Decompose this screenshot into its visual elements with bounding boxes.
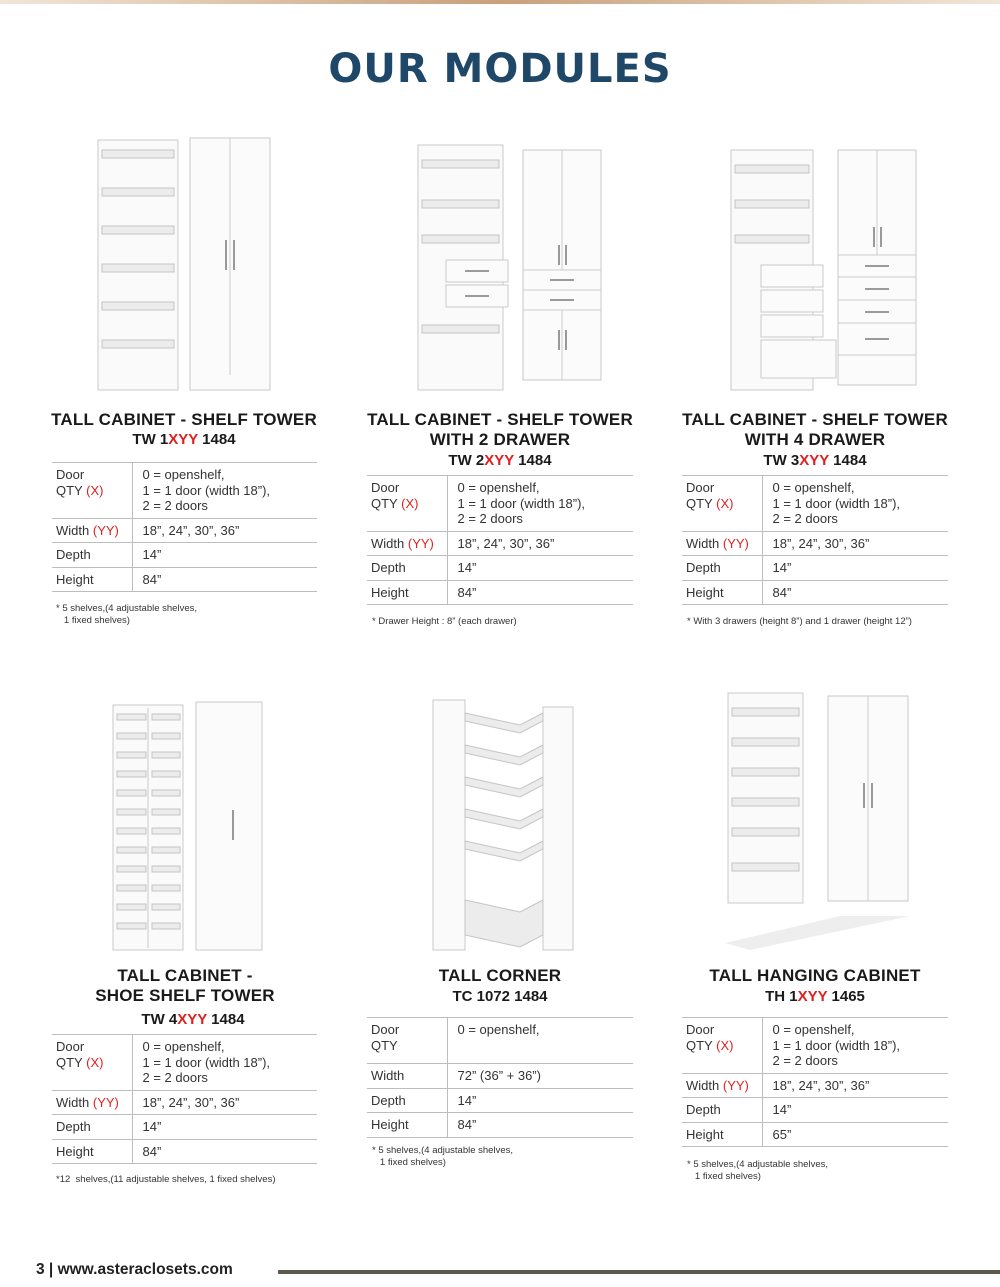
footer-page-url: 3 | www.asteraclosets.com xyxy=(36,1261,233,1278)
shoe-shelf xyxy=(152,809,180,815)
module-title: TALL HANGING CABINET xyxy=(709,966,921,985)
spec-row-height: Height 84” xyxy=(367,580,633,605)
spec-row-width: Width (YY) 18”, 24”, 30”, 36” xyxy=(682,1073,948,1098)
spec-row-depth: Depth 14” xyxy=(367,1088,633,1113)
spec-table xyxy=(52,1034,317,1164)
spec-row-door-qty: Door QTY 0 = openshelf, xyxy=(367,1018,633,1064)
product-image-corner-tower xyxy=(425,695,580,955)
module-title: TALL CABINET - SHELF TOWER xyxy=(51,410,317,429)
shoe-shelf xyxy=(117,847,146,853)
shoe-shelf xyxy=(117,904,146,910)
product-image-hanging-cabinet xyxy=(720,688,930,953)
footer-divider xyxy=(278,1270,1000,1274)
spec-table xyxy=(367,475,633,605)
module-title: TALL CORNER xyxy=(438,966,562,985)
spec-row-depth: Depth 14” xyxy=(682,1098,948,1123)
shoe-shelf xyxy=(117,790,146,796)
shoe-shelf xyxy=(117,714,146,720)
top-accent-bar xyxy=(0,0,1000,4)
spec-row-height: Height 84” xyxy=(52,567,317,592)
shoe-shelf xyxy=(117,771,146,777)
shoe-shelf xyxy=(152,771,180,777)
spec-row-height: Height 84” xyxy=(52,1139,317,1164)
shoe-shelf xyxy=(117,828,146,834)
spec-row-depth: Depth 14” xyxy=(52,1115,317,1140)
shoe-shelf xyxy=(152,790,180,796)
product-image-shoe-shelf-tower xyxy=(108,700,273,955)
module-title: TALL CABINET - SHOE SHELF TOWER xyxy=(95,966,275,1005)
module-code: TW 4XYY 1484 xyxy=(141,1011,245,1028)
spec-row-height: Height 84” xyxy=(367,1113,633,1138)
spec-row-width: Width (YY) 18”, 24”, 30”, 36” xyxy=(682,531,948,556)
module-code: TW 3XYY 1484 xyxy=(763,452,867,469)
product-image-4-drawer-tower xyxy=(725,145,925,395)
spec-row-depth: Depth 14” xyxy=(367,556,633,581)
spec-row-door-qty: Door QTY (X) 0 = openshelf, 1 = 1 door (width 18”), 2 = 2 doors xyxy=(52,1035,317,1091)
spec-row-door-qty: Door QTY (X) 0 = openshelf, 1 = 1 door (width 18”), 2 = 2 doors xyxy=(367,476,633,532)
spec-row-width: Width (YY) 18”, 24”, 30”, 36” xyxy=(52,518,317,543)
shoe-shelf xyxy=(152,866,180,872)
spec-note: * 5 shelves,(4 adjustable shelves, 1 fixed shelves) xyxy=(372,1145,513,1168)
module-code: TW 2XYY 1484 xyxy=(448,452,552,469)
spec-note: *12 shelves,(11 adjustable shelves, 1 fixed shelves) xyxy=(56,1174,276,1185)
spec-row-width: Width (YY) 18”, 24”, 30”, 36” xyxy=(367,531,633,556)
spec-row-door-qty: Door QTY (X) 0 = openshelf, 1 = 1 door (width 18”), 2 = 2 doors xyxy=(682,1018,948,1074)
module-code: TW 1XYY 1484 xyxy=(132,431,236,448)
shoe-shelf xyxy=(117,885,146,891)
shoe-shelf xyxy=(117,923,146,929)
spec-table xyxy=(367,1017,633,1138)
product-image-shelf-tower xyxy=(90,130,280,395)
module-title: TALL CABINET - SHELF TOWER WITH 2 DRAWER xyxy=(367,410,633,449)
shoe-shelf xyxy=(152,847,180,853)
module-code: TC 1072 1484 xyxy=(452,988,548,1005)
shoe-shelf xyxy=(117,752,146,758)
spec-note: * With 3 drawers (height 8”) and 1 drawer (height 12”) xyxy=(687,616,912,627)
spec-row-width: Width (YY) 18”, 24”, 30”, 36” xyxy=(52,1090,317,1115)
spec-row-door-qty: Door QTY (X) 0 = openshelf, 1 = 1 door (width 18”), 2 = 2 doors xyxy=(682,476,948,532)
module-code: TH 1XYY 1465 xyxy=(765,988,865,1005)
shoe-shelf xyxy=(152,714,180,720)
shoe-shelf xyxy=(117,809,146,815)
spec-row-width: Width 72” (36” + 36”) xyxy=(367,1064,633,1089)
shoe-shelf xyxy=(152,885,180,891)
spec-row-height: Height 65” xyxy=(682,1122,948,1147)
spec-note: * 5 shelves,(4 adjustable shelves, 1 fixed shelves) xyxy=(687,1159,828,1182)
shoe-shelf xyxy=(117,866,146,872)
spec-table xyxy=(682,1017,948,1147)
shoe-shelf xyxy=(152,904,180,910)
module-title: TALL CABINET - SHELF TOWER WITH 4 DRAWER xyxy=(682,410,948,449)
shoe-shelf xyxy=(152,733,180,739)
page-title: OUR MODULES xyxy=(328,46,672,92)
spec-table xyxy=(52,462,317,592)
spec-note: * Drawer Height : 8” (each drawer) xyxy=(372,616,517,627)
product-image-2-drawer-tower xyxy=(410,140,610,395)
shoe-shelf xyxy=(152,923,180,929)
spec-note: * 5 shelves,(4 adjustable shelves, 1 fixed shelves) xyxy=(56,603,197,626)
spec-row-depth: Depth 14” xyxy=(682,556,948,581)
spec-row-depth: Depth 14” xyxy=(52,543,317,568)
shoe-shelf xyxy=(152,828,180,834)
spec-table xyxy=(682,475,948,605)
shoe-shelf xyxy=(152,752,180,758)
spec-row-height: Height 84” xyxy=(682,580,948,605)
shoe-shelf xyxy=(117,733,146,739)
spec-row-door-qty: Door QTY (X) 0 = openshelf, 1 = 1 door (width 18”), 2 = 2 doors xyxy=(52,463,317,519)
